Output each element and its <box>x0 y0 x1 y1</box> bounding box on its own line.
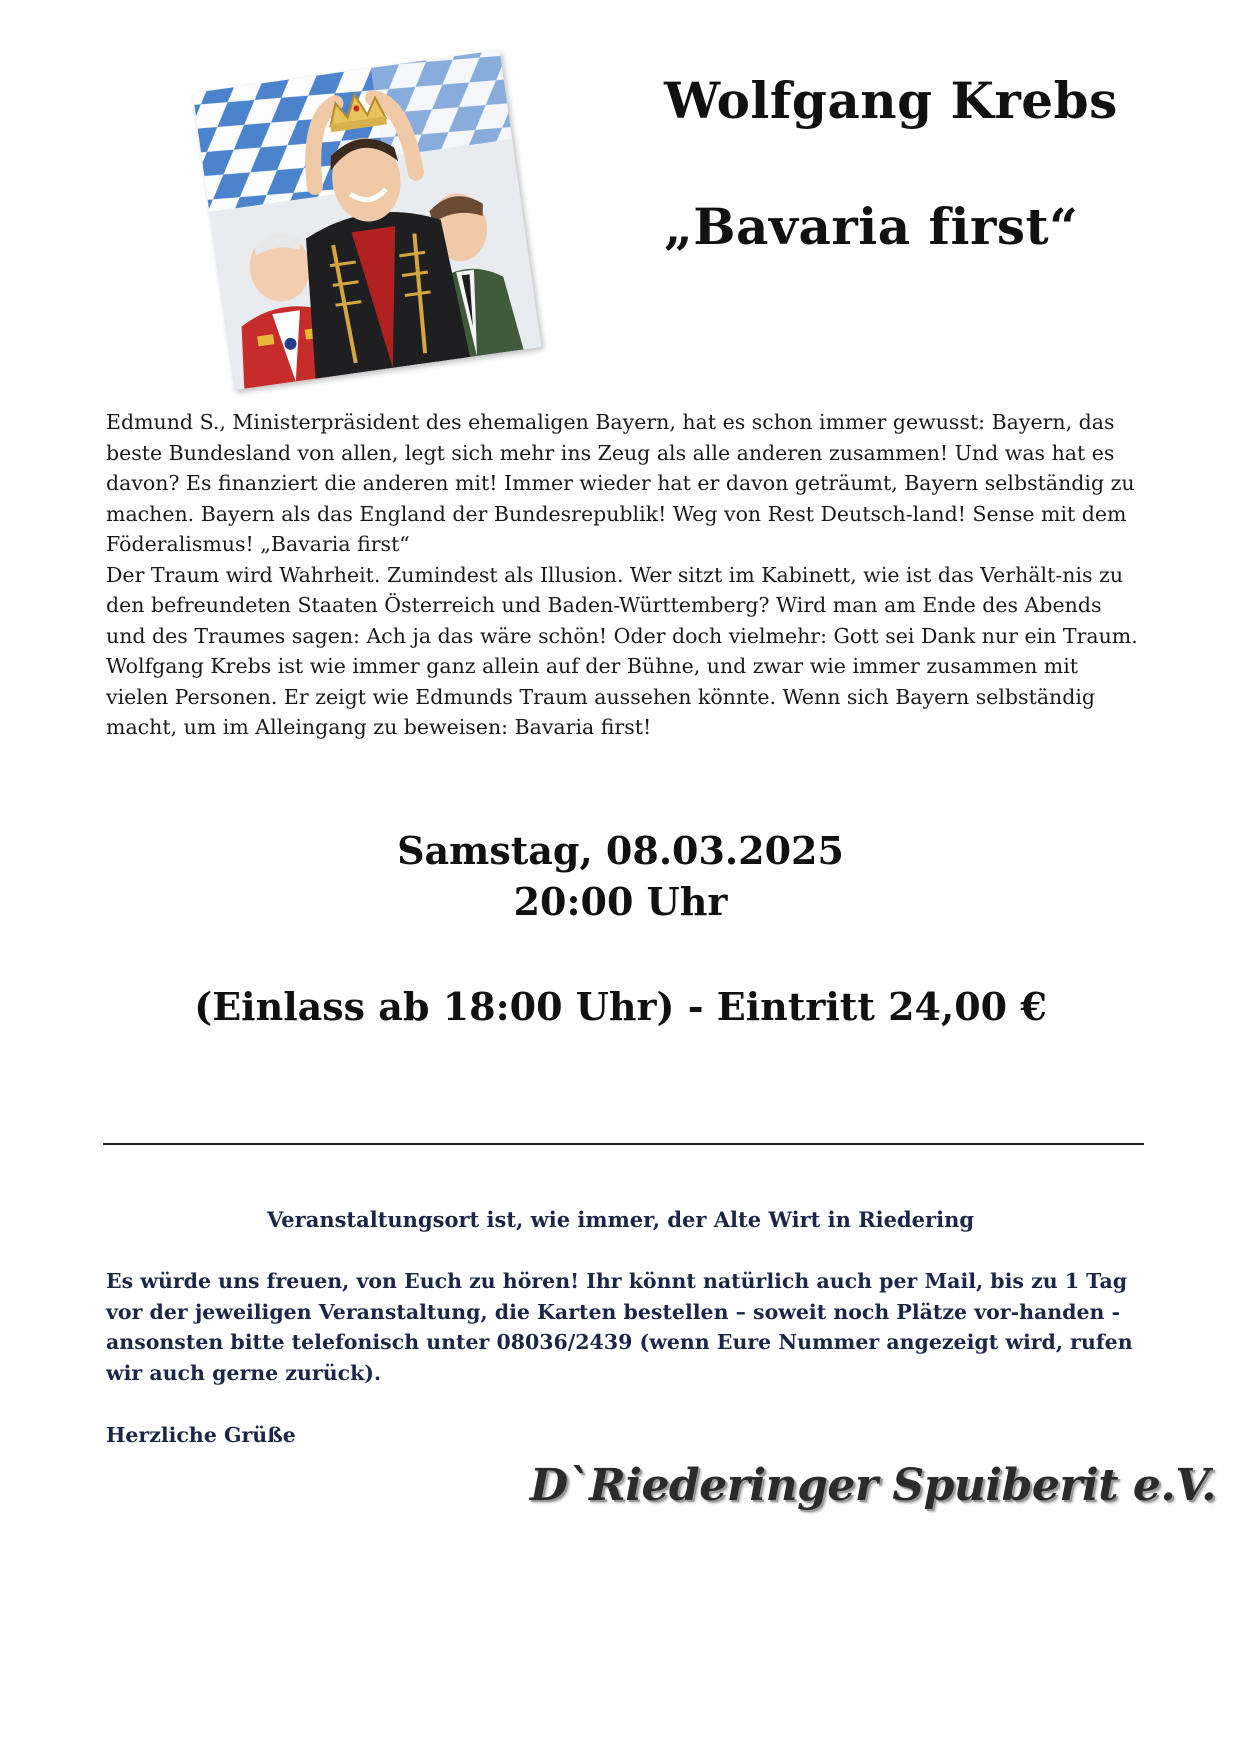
event-admission: (Einlass ab 18:00 Uhr) - Eintritt 24,00 € <box>194 984 1047 1029</box>
description-paragraph: Wolfgang Krebs ist wie immer ganz allein auf der Bühne, und zwar wie immer zusammen mit vielen Personen. Er zeigt wie Edmunds Traum aussehen könnte. Wenn sich Bayern selbständig macht, um im Alleingang zu beweisen: Bavaria first! <box>106 654 1096 739</box>
club-signature-logo <box>530 1456 1216 1516</box>
event-time: 20:00 Uhr <box>513 879 728 924</box>
show-title: „Bavaria first“ <box>664 197 1079 256</box>
greeting: Herzliche Grüße <box>106 1423 296 1447</box>
section-divider <box>103 1143 1144 1145</box>
performer-photo <box>193 50 542 390</box>
performer-name: Wolfgang Krebs <box>664 71 1118 130</box>
club-signature-text: D`Riederinger Spuiberit e.V. <box>530 1460 1216 1511</box>
venue-info: Veranstaltungsort ist, wie immer, der Alte Wirt in Riedering <box>266 1207 975 1232</box>
title-block <box>640 62 1180 266</box>
description-paragraph: Der Traum wird Wahrheit. Zumindest als Illusion. Wer sitzt im Kabinett, wie ist das Verhält-nis zu den befreundeten Staaten Österreich und Baden-Württemberg? Wird man am Ende des Abends und des Traumes sagen: Ach ja das wäre schön! Oder doch vielmehr: Gott sei Dank nur ein Traum. <box>106 562 1138 648</box>
description-paragraph: Edmund S., Ministerpräsident des ehemaligen Bayern, hat es schon immer gewusst: Bayern, das beste Bundesland von allen, legt sich mehr ins Zeug als alle anderen zusammen! Und was hat es davon? Es finanziert die anderen mit! Immer wieder hat er davon geträumt, Bayern selbständig zu machen. Bayern als das England der Bundesrepublik! Weg von Rest Deutsch-land! Sense mit dem Föderalismus! „Bavaria first“ <box>106 410 1135 556</box>
event-date: Samstag, 08.03.2025 <box>397 828 844 873</box>
show-description <box>106 407 1146 743</box>
contact-info: Es würde uns freuen, von Euch zu hören! Ihr könnt natürlich auch per Mail, bis zu 1 Tag vor der jeweiligen Veranstaltung, die Karten bestellen – soweit noch Plätze vor-handen - ansonsten bitte telefonisch unter 08036/2439 (wenn Eure Nummer angezeigt wird, rufen wir auch gerne zurück). <box>106 1269 1133 1385</box>
